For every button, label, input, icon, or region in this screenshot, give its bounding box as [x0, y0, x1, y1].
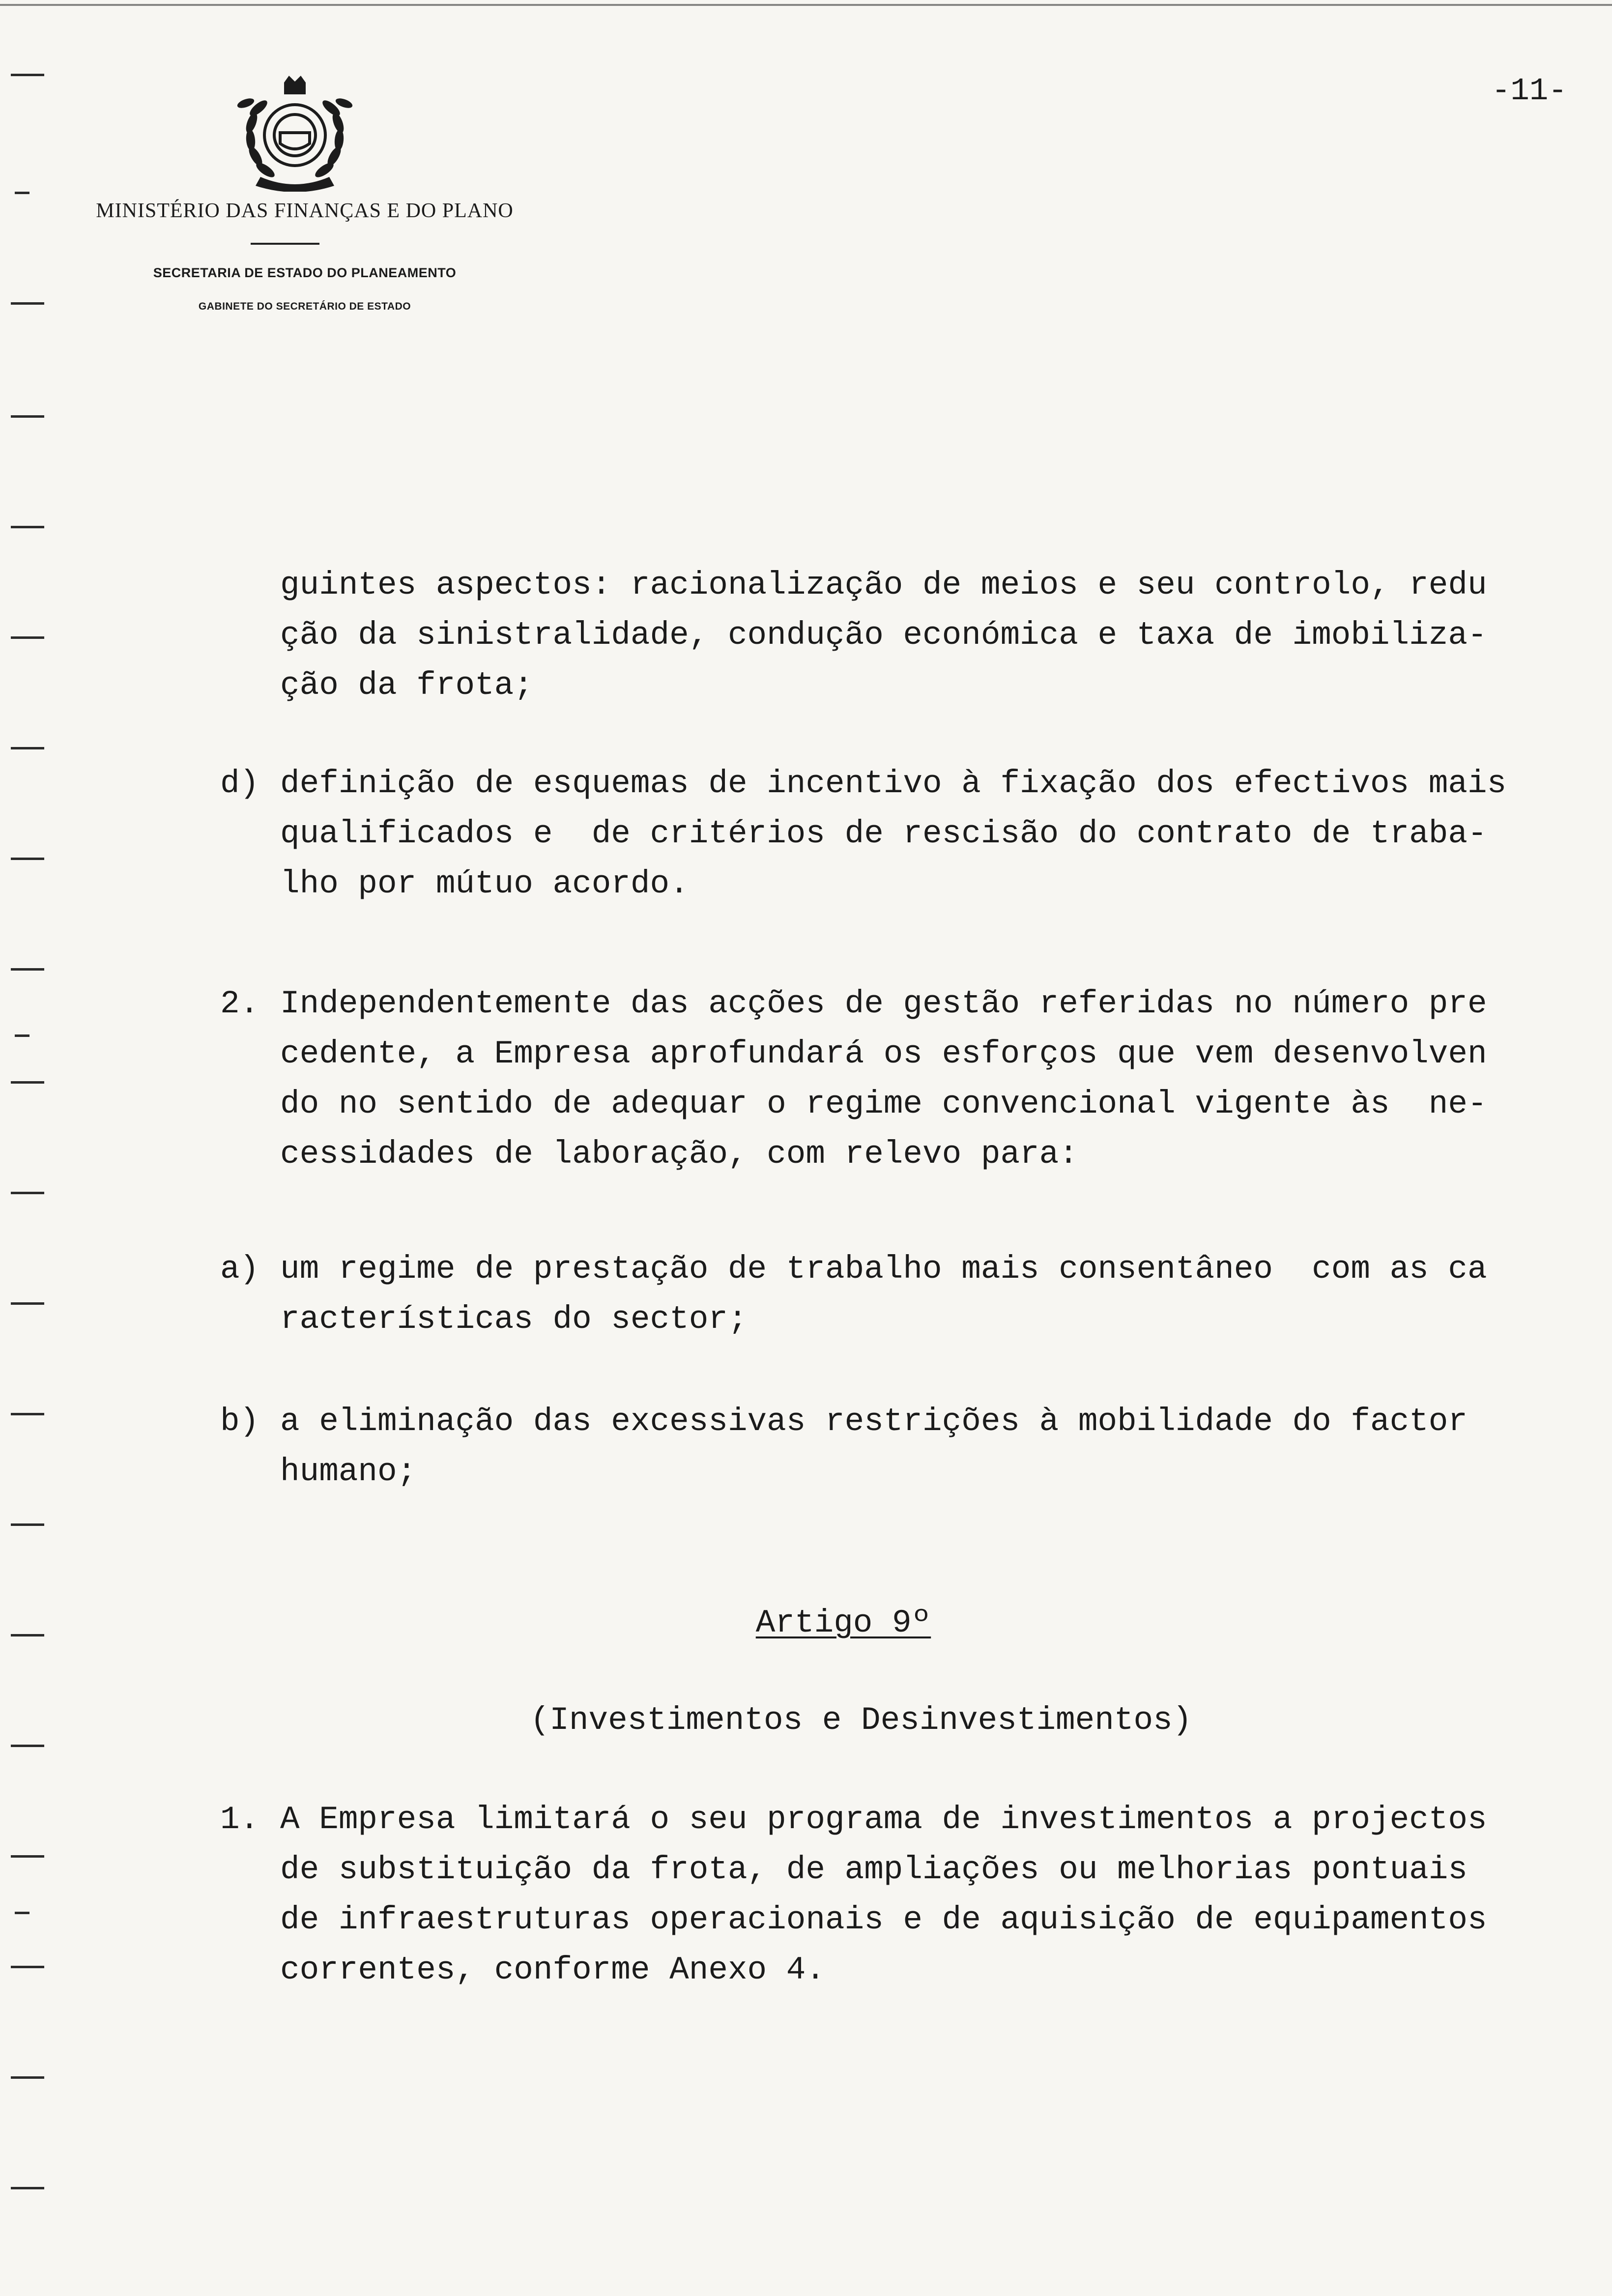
secretaria-name: SECRETARIA DE ESTADO DO PLANEAMENTO: [153, 265, 457, 280]
margin-tick: [11, 302, 44, 305]
gabinete-name: GABINETE DO SECRETÁRIO DE ESTADO: [198, 301, 411, 312]
text-line: cedente, a Empresa aprofundará os esforços que vem desenvolven: [280, 1035, 1487, 1072]
margin-tick: [11, 1966, 44, 1968]
coat-of-arms-icon: [226, 74, 364, 192]
text-line: definição de esquemas de incentivo à fixação dos efectivos mais: [280, 765, 1507, 802]
item-label: 2.: [220, 985, 259, 1022]
margin-tick: [11, 1745, 44, 1747]
text-line: A Empresa limitará o seu programa de investimentos a projectos: [280, 1801, 1487, 1838]
margin-tick: [11, 2187, 44, 2189]
item-label: d): [220, 765, 259, 802]
article-subtitle: (Investimentos e Desinvestimentos): [530, 1702, 1192, 1739]
text-line: qualificados e de critérios de rescisão do contrato de traba-: [280, 815, 1487, 852]
article-title: [37, 1607, 1612, 1639]
page-number: -11-: [1492, 74, 1567, 109]
text-line: de substituição da frota, de ampliações ou melhorias pontuais: [280, 1851, 1468, 1888]
text-line: guintes aspectos: racionalização de meios e seu controlo, redu: [280, 567, 1487, 603]
item-label: b): [220, 1403, 259, 1440]
margin-tick: [11, 1302, 44, 1305]
text-line: correntes, conforme Anexo 4.: [280, 1952, 825, 1988]
margin-tick: [11, 1192, 44, 1194]
text-line: a eliminação das excessivas restrições à mobilidade do factor: [280, 1403, 1468, 1440]
margin-tick: [11, 415, 44, 418]
article-title-text: Artigo 9º: [755, 1605, 931, 1641]
text-line: Independentemente das acções de gestão referidas no número pre: [280, 985, 1487, 1022]
ministry-name: MINISTÉRIO DAS FINANÇAS E DO PLANO: [96, 200, 514, 222]
margin-tick: [11, 1523, 44, 1526]
header-divider: [251, 243, 319, 245]
margin-tick: [15, 1034, 29, 1037]
item-label: 1.: [220, 1801, 259, 1838]
margin-tick: [11, 2076, 44, 2079]
text-line: humano;: [280, 1453, 417, 1490]
item-label: a): [220, 1251, 259, 1288]
text-line: lho por mútuo acordo.: [280, 865, 689, 902]
text-line: ção da sinistralidade, condução económica e taxa de imobiliza-: [280, 617, 1487, 654]
text-line: ção da frota;: [280, 667, 533, 704]
margin-tick: [15, 1912, 29, 1914]
margin-tick: [11, 1081, 44, 1084]
margin-tick: [11, 1855, 44, 1858]
margin-tick: [11, 74, 44, 76]
margin-tick: [11, 526, 44, 528]
text-line: de infraestruturas operacionais e de aquisição de equipamentos: [280, 1901, 1487, 1938]
margin-tick: [15, 192, 29, 194]
text-line: racterísticas do sector;: [280, 1301, 748, 1338]
margin-tick: [11, 968, 44, 971]
text-line: um regime de prestação de trabalho mais consentâneo com as ca: [280, 1251, 1487, 1288]
margin-tick: [11, 858, 44, 860]
text-line: do no sentido de adequar o regime convencional vigente às ne-: [280, 1086, 1487, 1122]
margin-tick: [11, 1413, 44, 1415]
margin-tick: [11, 747, 44, 749]
margin-tick: [11, 636, 44, 639]
text-line: cessidades de laboração, com relevo para:: [280, 1136, 1078, 1173]
scan-top-border: [0, 4, 1612, 6]
